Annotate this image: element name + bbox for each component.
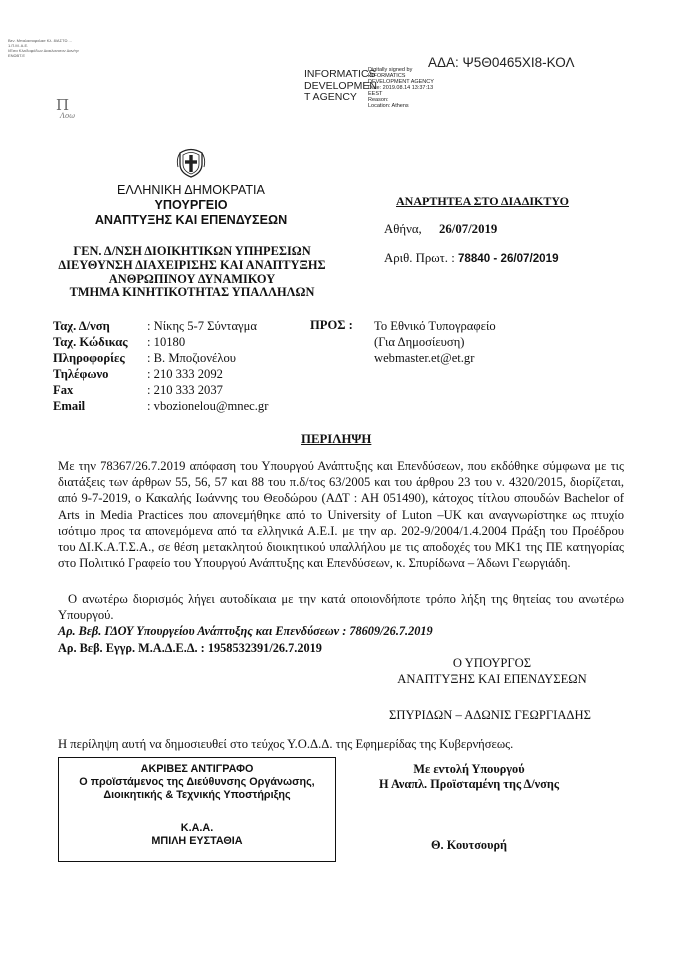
contact-label: Ταχ. Κώδικας <box>53 335 128 350</box>
protocol-number: 78840 - 26/07/2019 <box>457 252 559 265</box>
signature-detail-line: DEVELOPMENT AGENCY <box>368 79 434 85</box>
recipient-email[interactable]: webmaster.et@et.gr <box>374 351 475 366</box>
signature-detail-line: INFORMATICS <box>368 73 406 79</box>
section-name: ΤΜΗΜΑ ΚΙΝΗΤΙΚΟΤΗΤΑΣ ΥΠΑΛΛΗΛΩΝ <box>69 285 315 300</box>
summary-title: ΠΕΡΙΛΗΨΗ <box>301 432 372 446</box>
ministry-name: ΥΠΟΥΡΓΕΙΟ <box>154 198 228 212</box>
signature-detail-line: Digitally signed by <box>368 67 413 73</box>
publication-note: Η περίληψη αυτή να δημοσιευθεί στο τεύχος Υ.Ο.Δ.Δ. της Εφημερίδας της Κυβερνήσεως. <box>58 737 514 751</box>
corner-stamp-scribble: Λοω <box>60 112 75 120</box>
coat-of-arms-icon <box>176 147 206 179</box>
directorate-2: ΑΝΘΡΩΠΙΝΟΥ ΔΥΝΑΜΙΚΟΥ <box>108 271 276 286</box>
by-order-block <box>352 762 586 792</box>
contact-label: Πληροφορίες <box>53 351 125 366</box>
true-copy-line: Ο προϊστάμενος της Διεύθυνσης Οργάνωσης, <box>79 776 315 789</box>
true-copy-signature <box>58 822 336 848</box>
date-line <box>384 222 497 237</box>
corner-stamp-line: Ι/Εσα Κλειδοφόδων Διακλανοτον Δαν/ην <box>8 48 79 53</box>
protocol-label: Αριθ. Πρωτ. : <box>384 251 455 265</box>
ada-code: ΑΔΑ: Ψ5Θ0465ΧΙ8-ΚΟΛ <box>428 55 575 70</box>
minister-title-2: ΑΝΑΠΤΥΞΗΣ ΚΑΙ ΕΠΕΝΔΥΣΕΩΝ <box>397 671 587 686</box>
department-header <box>46 245 338 300</box>
ministry-header <box>80 183 302 228</box>
by-order-line-2: Η Αναπλ. Προϊσταμένη της Δ/νσης <box>378 777 560 791</box>
contact-label: Ταχ. Δ/νση <box>53 319 110 333</box>
contact-value: : 10180 <box>147 335 186 350</box>
contact-row <box>53 382 268 398</box>
minister-name: ΣΠΥΡΙΔΩΝ – ΑΔΩΝΙΣ ΓΕΩΡΓΙΑΔΗΣ <box>389 708 591 722</box>
true-copy-line-2: Διοικητικής & Τεχνικής Υποστήριξης <box>103 789 291 802</box>
signature-org-line: INFORMATICS <box>304 68 376 80</box>
protocol-line <box>384 251 559 266</box>
recipient-block <box>374 318 496 366</box>
contact-value: : vbozionelou@mnec.gr <box>147 399 269 414</box>
minister-signature <box>376 656 608 687</box>
signature-detail-line: EEST <box>368 91 383 97</box>
contact-label: Fax <box>53 383 74 398</box>
by-order-line: Με εντολή Υπουργού <box>413 762 525 776</box>
signature-detail-line: Location: Athens <box>368 103 409 109</box>
directorate: ΔΙΕΥΘΥΝΣΗ ΔΙΑΧΕΙΡΙΣΗΣ ΚΑΙ ΑΝΑΠΤΥΞΗΣ <box>58 257 326 272</box>
contact-label: Email <box>53 399 86 414</box>
contact-row <box>53 318 268 334</box>
minister-title: Ο ΥΠΟΥΡΓΟΣ <box>452 656 532 670</box>
corner-stamp-text <box>8 38 79 58</box>
corner-stamp-line: 1.Π.Μ. Α.Ε. <box>8 43 29 48</box>
true-copy-text <box>58 763 336 803</box>
recipient-name: Το Εθνικό Τυπογραφείο <box>374 319 496 333</box>
contact-value: : Νίκης 5-7 Σύνταγμα <box>147 319 257 333</box>
reference-madee: Αρ. Βεβ. Εγγρ. Μ.Α.Δ.Ε.Δ. : 1958532391/26.7.2019 <box>58 641 322 655</box>
document-date: 26/07/2019 <box>438 222 498 236</box>
true-copy-kaa: Κ.Α.Α. <box>180 822 214 834</box>
corner-stamp-mark: Π <box>56 96 70 114</box>
ministry-name-2: ΑΝΑΠΤΥΞΗΣ ΚΑΙ ΕΠΕΝΔΥΣΕΩΝ <box>94 213 288 227</box>
contact-row <box>53 366 268 382</box>
contact-value: : 210 333 2037 <box>147 383 223 398</box>
contact-value: : 210 333 2092 <box>147 367 223 382</box>
signature-detail-line: Reason: <box>368 97 389 103</box>
corner-stamp-line: ΕΝΩΒΤ.Ε <box>8 53 25 58</box>
signature-detail-line: Date: 2019.08.14 13:37:13 <box>368 85 434 91</box>
summary-paragraph: Με την 78367/26.7.2019 απόφαση του Υπουργού Ανάπτυξης και Επενδύσεων, που εκδόθηκε σύμφωνα με τις διατάξεις των άρθρων 55, 56, 57 και 88 του π.δ/τος 63/2005 και του άρθρου 23 του ν. 4320/2015, διορίζεται, από 9-7-2019, ο Κακαλής Ιωάννης του Θεοδώρου (ΑΔΤ : ΑΗ 051490), κάτοχος τίτλου σπουδών Bachelor of Arts in Media Practices που απονεμήθηκε από το University of Luton –UK και αναγνωρίστηκε ως πτυχίο ισότιμο προς τα απονεμόμενα από τα ελληνικά Α.Ε.Ι. με την αρ. 202-9/2004/1.4.2004 Πράξη του Προέδρου του ΔΙ.Κ.Α.Τ.Σ.Α., σε θέση μετακλητού διοικητικού υπαλλήλου με τις αποδοχές του ΜΚ1 της ΠΕ κατηγορίας στο Πολιτικό Γραφείο του Υπουργού Ανάπτυξης και Επενδύσεων, κ. Σπυρίδωνα – Άδωνι Γεωργιάδη. <box>58 459 624 571</box>
post-online-notice: ΑΝΑΡΤΗΤΕΑ ΣΤΟ ΔΙΑΔΙΚΤΥΟ <box>396 194 569 208</box>
recipient-label: ΠΡΟΣ : <box>310 318 353 332</box>
summary-paragraph-2: Ο ανωτέρω διορισμός λήγει αυτοδίκαια με την κατά οποιονδήποτε τρόπο λήξη της θητείας του ανωτέρω Υπουργού. <box>58 592 624 623</box>
signature-org <box>304 69 377 104</box>
reference-gdou: Αρ. Βεβ. ΓΔΟΥ Υπουργείου Ανάπτυξης και Επενδύσεων : 78609/26.7.2019 <box>58 624 433 638</box>
contact-label: Τηλέφωνο <box>53 367 109 382</box>
contact-block <box>53 318 268 415</box>
recipient-note: (Για Δημοσίευση) <box>374 335 465 350</box>
contact-value: : Β. Μποζιονέλου <box>147 351 236 366</box>
true-copy-name: ΜΠΙΛΗ ΕΥΣΤΑΘΙΑ <box>151 835 243 848</box>
signature-org-line: T AGENCY <box>304 91 357 103</box>
contact-row <box>53 350 268 366</box>
signature-details <box>368 67 434 109</box>
general-directorate: ΓΕΝ. Δ/ΝΣΗ ΔΙΟΙΚΗΤΙΚΩΝ ΥΠΗΡΕΣΙΩΝ <box>73 244 311 258</box>
signature-org-line: DEVELOPMEN <box>304 79 377 92</box>
country-name: ΕΛΛΗΝΙΚΗ ΔΗΜΟΚΡΑΤΙΑ <box>117 183 265 197</box>
by-order-name: Θ. Κουτσουρή <box>430 838 508 852</box>
corner-stamp-line: Βεν. Μπαλασοφαλασ Κλ. 8/ΑΣΤΩ ... <box>8 38 72 43</box>
city-label: Αθήνα, <box>384 222 422 236</box>
contact-row <box>53 334 268 350</box>
contact-row <box>53 398 268 414</box>
true-copy-title: ΑΚΡΙΒΕΣ ΑΝΤΙΓΡΑΦΟ <box>140 763 254 775</box>
